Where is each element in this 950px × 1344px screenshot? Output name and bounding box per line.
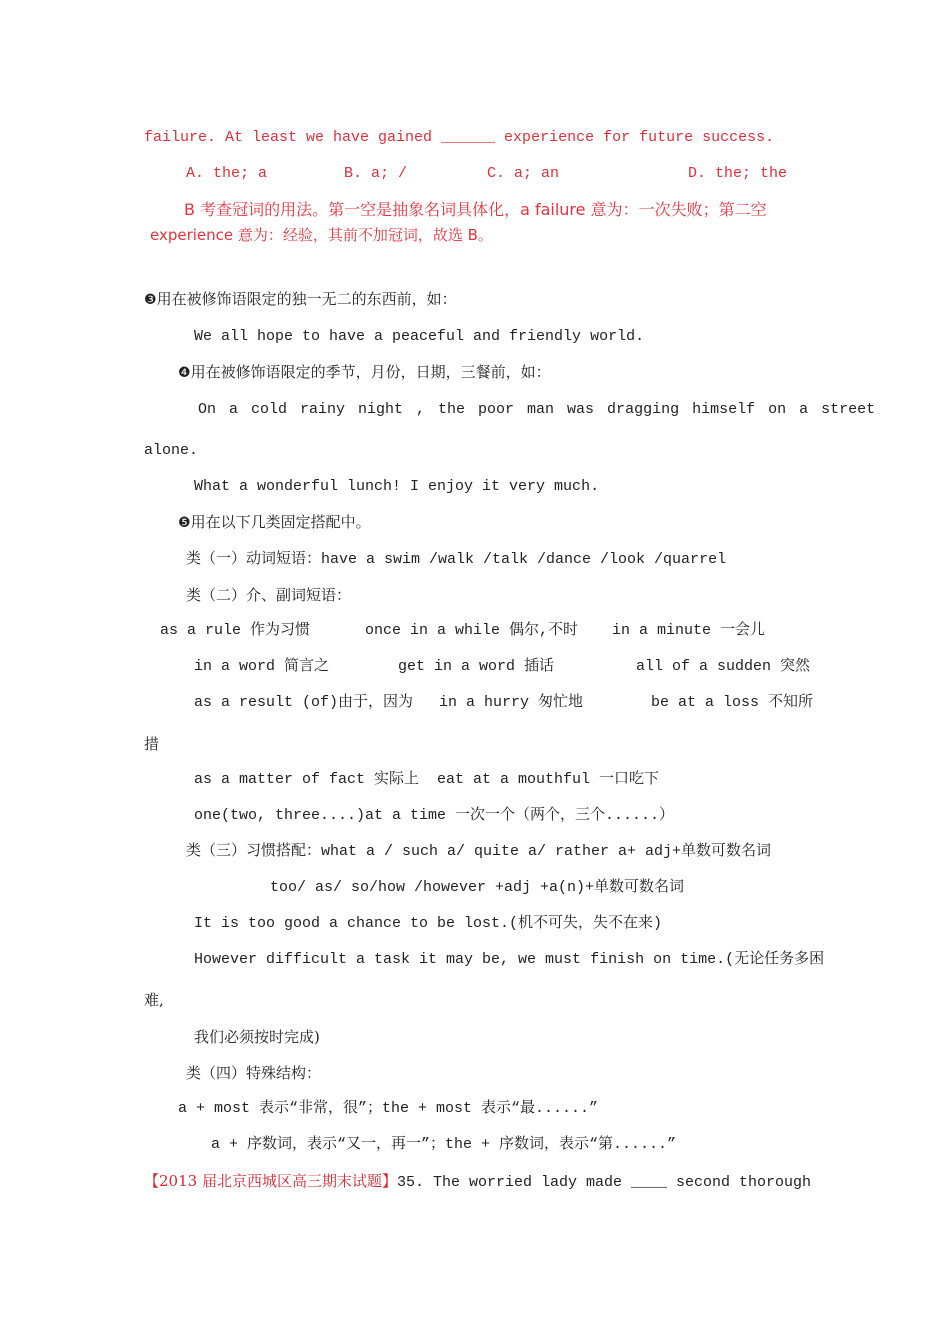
category-2: 类（二）介、副词短语： — [186, 586, 352, 604]
option-a: A. the; a — [186, 165, 268, 182]
bullet-3-icon: ❸ — [144, 292, 157, 308]
phrase-row2-a: in a word 简言之 — [194, 658, 330, 675]
category-3-example2-line1: However difficult a task it may be, we must finish on time.(无论任务多困 — [194, 951, 825, 968]
next-question — [144, 1171, 811, 1193]
point3-example: We all hope to have a peaceful and friendly world. — [194, 328, 645, 345]
category-3-example1: It is too good a chance to be lost.(机不可失，失不在来) — [194, 915, 663, 932]
phrase-row3-b: in a hurry 匆忙地 — [439, 694, 584, 711]
phrase-row5: one(two, three....)at a time 一次一个（两个，三个......） — [194, 807, 675, 824]
question-source: 【2013 届北京西城区高三期末试题】 — [144, 1172, 397, 1190]
point4-title: 用在被修饰语限定的季节，月份，日期，三餐前，如： — [190, 363, 551, 381]
analysis-line-1: B 考查冠词的用法。第一空是抽象名词具体化，a failure 意为：一次失败；第二空 — [184, 200, 767, 219]
phrase-row1-c: in a minute 一会儿 — [612, 622, 766, 639]
phrase-row1-b: once in a while 偶尔,不时 — [365, 622, 579, 639]
category-3-example2-line2: 难, — [144, 991, 164, 1009]
bullet-5-icon: ❺ — [178, 515, 191, 531]
phrase-row1-a: as a rule 作为习惯 — [160, 622, 311, 639]
phrase-row2-c: all of a sudden 突然 — [636, 658, 811, 675]
category-1: 类（一）动词短语：have a swim /walk /talk /dance /look /quarrel — [186, 551, 727, 568]
category-3-line2: too/ as/ so/how /however +adj +a(n)+单数可数名词 — [270, 879, 685, 896]
point5-title: 用在以下几类固定搭配中。 — [190, 513, 371, 531]
option-b: B. a; / — [344, 165, 408, 182]
point3-title: 用在被修饰语限定的独一无二的东西前，如： — [156, 290, 457, 308]
phrase-row3-a: as a result (of)由于，因为 — [194, 694, 414, 711]
category-4-line-a: a + most 表示“非常，很”；the + most 表示“最......” — [178, 1100, 599, 1117]
point3-heading — [144, 289, 457, 310]
phrase-row2-b: get in a word 插话 — [398, 658, 555, 675]
question-text: 35. The worried lady made ____ second thorough — [396, 1174, 812, 1191]
question-stem: failure. At least we have gained ______ experience for future success. — [144, 129, 775, 146]
category-3-example2-line3: 我们必须按时完成) — [194, 1028, 320, 1046]
phrase-row4: as a matter of fact 实际上 eat at a mouthful 一口吃下 — [194, 771, 660, 788]
option-c: C. a; an — [487, 165, 560, 182]
point4-heading — [178, 362, 551, 383]
category-3: 类（三）习惯搭配：what a / such a/ quite a/ rather a+ adj+单数可数名词 — [186, 843, 772, 860]
category-4: 类（四）特殊结构： — [186, 1064, 322, 1082]
option-d: D. the; the — [688, 165, 788, 182]
point4-example1-line2: alone. — [144, 442, 199, 459]
category-4-line-b: a + 序数词，表示“又一，再一”；the + 序数词，表示“第......” — [211, 1136, 677, 1153]
point4-example2: What a wonderful lunch! I enjoy it very much. — [194, 478, 600, 495]
analysis-line-2: experience 意为：经验，其前不加冠词，故选 B。 — [150, 226, 493, 244]
phrase-row3-c: be at a loss 不知所 — [651, 694, 814, 711]
phrase-row3-wrap: 措 — [144, 735, 160, 753]
bullet-4-icon: ❹ — [178, 365, 191, 381]
point5-heading — [178, 512, 371, 533]
point4-example1-line1: On a cold rainy night , the poor man was dragging himself on a street — [198, 401, 876, 418]
